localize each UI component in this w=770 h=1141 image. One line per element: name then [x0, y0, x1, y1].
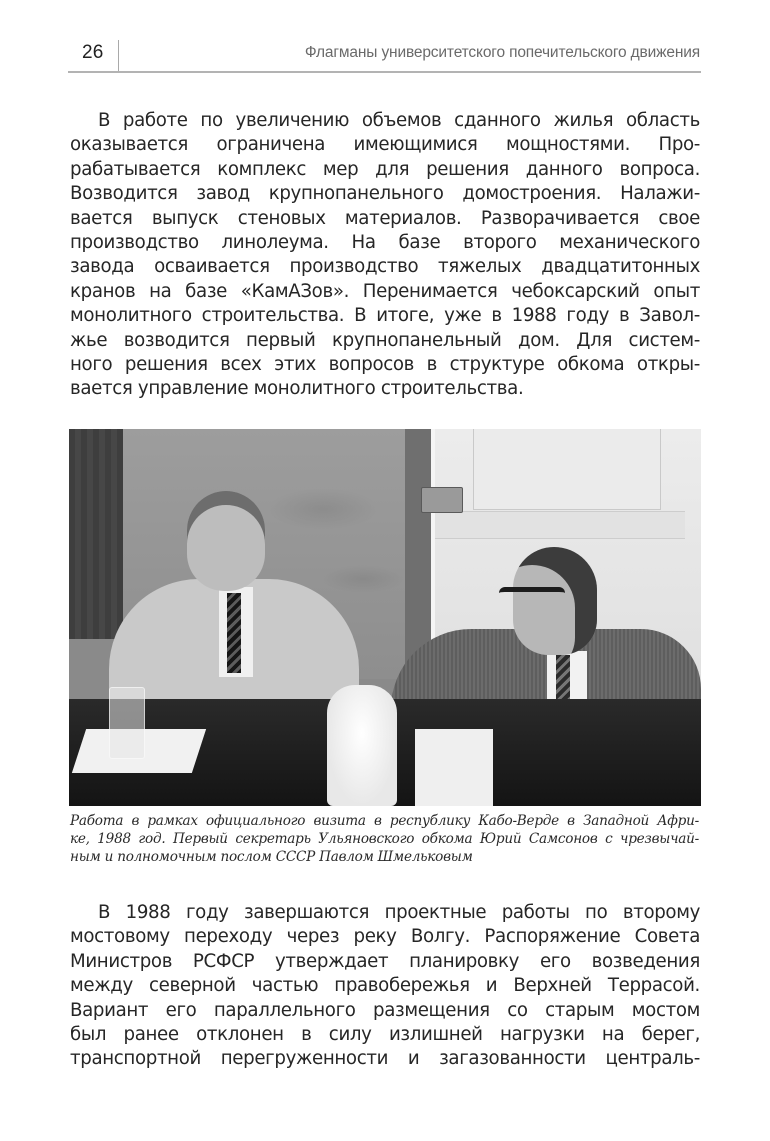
photograph: [69, 429, 701, 806]
text-line: В 1988 году завершаются проектные работы по второму: [98, 902, 700, 923]
body-paragraph-1: [70, 109, 700, 402]
photo-door-lock: [421, 487, 463, 513]
text-line: транспортной перегруженности и загазованности централь-: [70, 1048, 700, 1070]
page-number: 26: [82, 42, 104, 63]
text-line: В работе по увеличению объемов сданного жилья область: [98, 110, 700, 131]
text-line: вается управление монолитного строительства.: [70, 378, 524, 400]
text-line: мостовому переходу через реку Волгу. Распоряжение Совета: [70, 926, 700, 948]
photo-glass: [109, 687, 145, 759]
caption-line: Работа в рамках официального визита в республику Кабо-Верде в Западной Афри-: [70, 813, 699, 829]
text-line: производство линолеума. На базе второго механического: [70, 231, 700, 253]
running-title: Флагманы университетского попечительского движения: [304, 44, 700, 61]
text-line: рабатывается комплекс мер для решения данного вопроса.: [70, 158, 700, 180]
photo-door-panel: [473, 429, 661, 510]
text-line: Возводится завод крупнопанельного домостроения. Налажи-: [70, 183, 700, 205]
text-line: Министров РСФСР утверждает планировку его возведения: [70, 950, 700, 972]
photo-person-left-head: [187, 491, 265, 591]
text-line: оказывается ограничена имеющимися мощностями. Про-: [70, 134, 700, 156]
header-divider: [118, 40, 119, 72]
photo-bottle: [327, 685, 397, 806]
photo-glasses: [499, 587, 565, 612]
photo-person-left-tie: [227, 593, 241, 673]
running-header: [68, 38, 700, 72]
text-line: Вариант его параллельного размещения со старым мостом: [70, 999, 700, 1021]
text-line: вается выпуск стеновых материалов. Разворачивается свое: [70, 207, 700, 229]
header-rule: [68, 71, 701, 73]
photo-papers-right: [415, 729, 493, 806]
caption-line: ке, 1988 год. Первый секретарь Ульяновского обкома Юрий Самсонов с чрезвычай-: [70, 831, 699, 847]
photo-wall-panel: [69, 429, 123, 639]
body-paragraph-2: [70, 901, 700, 1072]
text-line: между северной частью правобережья и Верхней Террасой.: [70, 975, 700, 997]
photo-caption: [70, 812, 699, 866]
text-line: монолитного строительства. В итоге, уже в 1988 году в Завол-: [70, 305, 700, 327]
text-line: жье возводится первый крупнопанельный дом. Для систем-: [70, 329, 700, 351]
text-line: завода осваивается производство тяжелых двадцатитонных: [70, 256, 700, 278]
photo-door-rail: [435, 511, 685, 539]
text-line: кранов на базе «КамАЗов». Перенимается чебоксарский опыт: [70, 280, 700, 302]
caption-line: ным и полномочным послом СССР Павлом Шмельковым: [70, 849, 473, 865]
text-line: ного решения всех этих вопросов в структуре обкома откры-: [70, 353, 700, 375]
text-line: был ранее отклонен в силу излишней нагрузки на берег,: [70, 1023, 700, 1045]
